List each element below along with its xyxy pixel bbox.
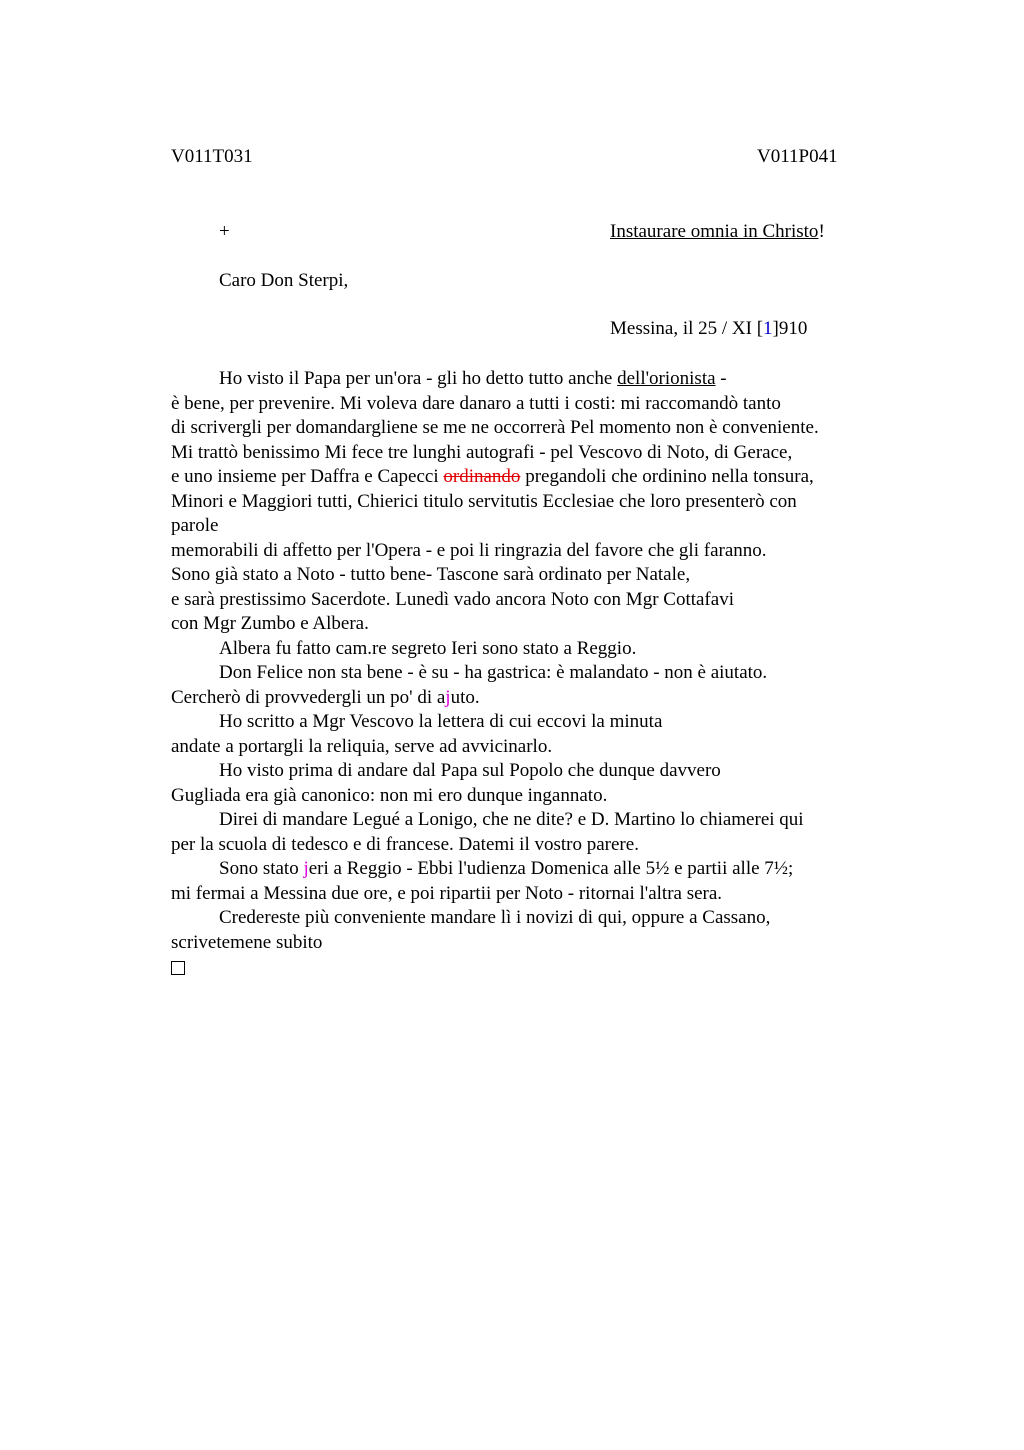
body-line — [171, 367, 891, 392]
left-archive-code: V011T031 — [171, 146, 253, 167]
body-line: di scrivergli per domandargliene se me ne occorrerà Pel momento non è conveniente. — [171, 417, 819, 438]
body-line: parole — [171, 515, 219, 536]
body-line — [171, 465, 891, 490]
corrected-letter: j — [303, 858, 309, 879]
body-line: Minori e Maggiori tutti, Chierici titulo servitutis Ecclesiae che loro presenterò con — [171, 490, 797, 512]
body-line — [171, 857, 891, 882]
body-line: con Mgr Zumbo e Albera. — [171, 613, 369, 634]
corrected-letter: j — [445, 686, 451, 708]
body-line — [171, 686, 891, 711]
body-line: mi fermai a Messina due ore, e poi ripartii per Noto - ritornai l'altra sera. — [171, 882, 723, 904]
body-text-segment: Sono stato — [219, 858, 304, 879]
body-line: Gugliada era già canonico: non mi ero dunque ingannato. — [171, 784, 608, 806]
body-line: e sarà prestissimo Sacerdote. Lunedì vado ancora Noto con Mgr Cottafavi — [171, 588, 734, 610]
letter-body — [171, 367, 891, 980]
struck-word: ordinando — [443, 466, 521, 487]
body-line: Sono già stato a Noto - tutto bene- Tascone sarà ordinato per Natale, — [171, 564, 691, 585]
body-line: Ho visto prima di andare dal Papa sul Popolo che dunque davvero — [219, 760, 721, 781]
body-text-segment: Cercherò di provvedergli un po' di a — [171, 686, 446, 708]
body-line: Direi di mandare Legué a Lonigo, che ne dite? e D. Martino lo chiamerei qui — [219, 809, 804, 830]
motto-text: Instaurare omnia in Christo — [610, 221, 819, 242]
body-line: è bene, per prevenire. Mi voleva dare danaro a tutti i costi: mi raccomandò tanto — [171, 392, 781, 414]
body-line: Ho scritto a Mgr Vescovo la lettera di cui eccovi la minuta — [219, 711, 663, 732]
right-archive-code: V011P041 — [757, 146, 838, 167]
date-line — [610, 317, 807, 341]
date-prefix: Messina, il 25 / XI [ — [610, 318, 764, 339]
body-line: scrivetemene subito — [171, 931, 323, 953]
date-editorial-digit: 1 — [763, 318, 773, 339]
body-line: memorabili di affetto per l'Opera - e poi li ringrazia del favore che gli faranno. — [171, 539, 767, 561]
date-suffix: ]910 — [772, 318, 808, 339]
body-text-segment: uto. — [450, 686, 480, 708]
motto-suffix: ! — [818, 221, 825, 242]
end-box-icon — [171, 961, 185, 975]
body-line: Don Felice non sta bene - è su - ha gastrica: è malandato - non è aiutato. — [219, 662, 768, 683]
body-text-segment: Ho visto il Papa per un'ora - gli ho detto tutto anche — [219, 368, 618, 389]
body-text-segment: eri a Reggio - Ebbi l'udienza Domenica alle 5½ e partii alle 7½; — [308, 858, 794, 879]
body-line: andate a portargli la reliquia, serve ad avvicinarlo. — [171, 735, 553, 757]
body-line: Mi trattò benissimo Mi fece tre lunghi autografi - pel Vescovo di Noto, di Gerace, — [171, 441, 793, 463]
motto — [610, 220, 825, 244]
body-line: Albera fu fatto cam.re segreto Ieri sono stato a Reggio. — [219, 637, 637, 659]
salutation: Caro Don Sterpi, — [219, 270, 349, 291]
body-text-segment: pregandoli che ordinino nella tonsura, — [520, 466, 814, 487]
body-text-segment: - — [715, 368, 727, 389]
body-text-segment: e uno insieme per Daffra e Capecci — [171, 466, 444, 487]
cross-symbol: + — [219, 221, 230, 242]
body-line: per la scuola di tedesco e di francese. Datemi il vostro parere. — [171, 833, 639, 855]
body-line: Credereste più conveniente mandare lì i novizi di qui, oppure a Cassano, — [219, 907, 771, 928]
end-marker — [171, 955, 891, 980]
underlined-word: dell'orionista — [617, 368, 716, 389]
